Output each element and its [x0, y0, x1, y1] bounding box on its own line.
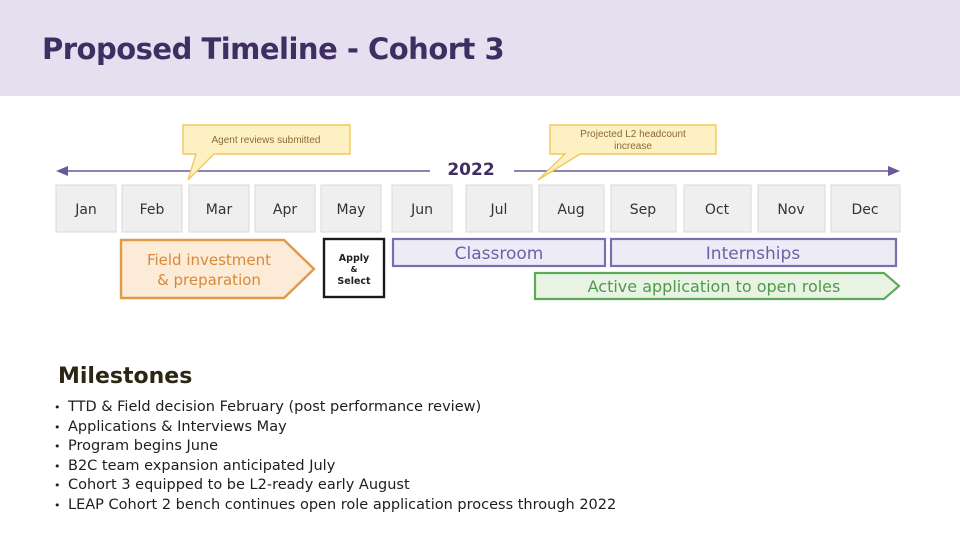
month-label: Jun [411, 202, 433, 218]
milestone-item: • B2C team expansion anticipated July [54, 457, 616, 477]
milestones-list [54, 398, 616, 515]
month-jan [56, 185, 116, 232]
phase-apply-select-line1: Apply [338, 253, 370, 264]
callout-projected-l2-line1: Projected L2 headcount [580, 129, 686, 140]
month-feb [122, 185, 182, 232]
month-label: Apr [272, 202, 298, 218]
month-label: Oct [704, 202, 730, 218]
phase-apply-select-line2: & [350, 265, 358, 274]
phase-internships-label: Internships [705, 244, 801, 264]
month-row [56, 185, 900, 232]
month-label: Feb [139, 202, 165, 218]
milestone-item: • Program begins June [54, 437, 616, 457]
phase-active-application-label: Active application to open roles [587, 277, 841, 296]
month-mar [189, 185, 249, 232]
phase-classroom-label: Classroom [454, 244, 544, 264]
month-label: Nov [777, 202, 805, 218]
phase-field-investment-line2: & preparation [157, 271, 261, 289]
year-label: 2022 [447, 160, 495, 180]
month-label: Sep [629, 202, 657, 218]
milestone-item: • Cohort 3 equipped to be L2-ready early August [54, 476, 616, 496]
month-label: Jul [490, 202, 508, 218]
callout-agent-reviews-text: Agent reviews submitted [211, 135, 321, 146]
phase-classroom [393, 239, 605, 266]
month-jul [466, 185, 532, 232]
month-nov [758, 185, 825, 232]
month-dec [831, 185, 900, 232]
month-label: Mar [205, 202, 233, 218]
milestones-heading: Milestones [58, 364, 193, 389]
month-label: Aug [557, 202, 585, 218]
month-aug [539, 185, 604, 232]
phase-active-application [535, 273, 899, 299]
phase-apply-select [324, 239, 384, 297]
callout-projected-l2-line2: increase [614, 141, 652, 152]
month-oct [684, 185, 751, 232]
month-may [321, 185, 381, 232]
month-label: Dec [851, 202, 879, 218]
month-jun [392, 185, 452, 232]
month-sep [611, 185, 676, 232]
milestone-item: • TTD & Field decision February (post performance review) [54, 398, 616, 418]
month-label: May [336, 202, 366, 218]
phase-field-investment [121, 240, 314, 298]
phase-field-investment-line1: Field investment [146, 251, 272, 269]
phase-internships [611, 239, 896, 266]
slide-title: Proposed Timeline - Cohort 3 [42, 32, 505, 66]
month-apr [255, 185, 315, 232]
month-label: Jan [75, 202, 97, 218]
phase-apply-select-line3: Select [337, 276, 371, 287]
milestone-item: • LEAP Cohort 2 bench continues open role application process through 2022 [54, 496, 616, 516]
milestone-item: • Applications & Interviews May [54, 418, 616, 438]
